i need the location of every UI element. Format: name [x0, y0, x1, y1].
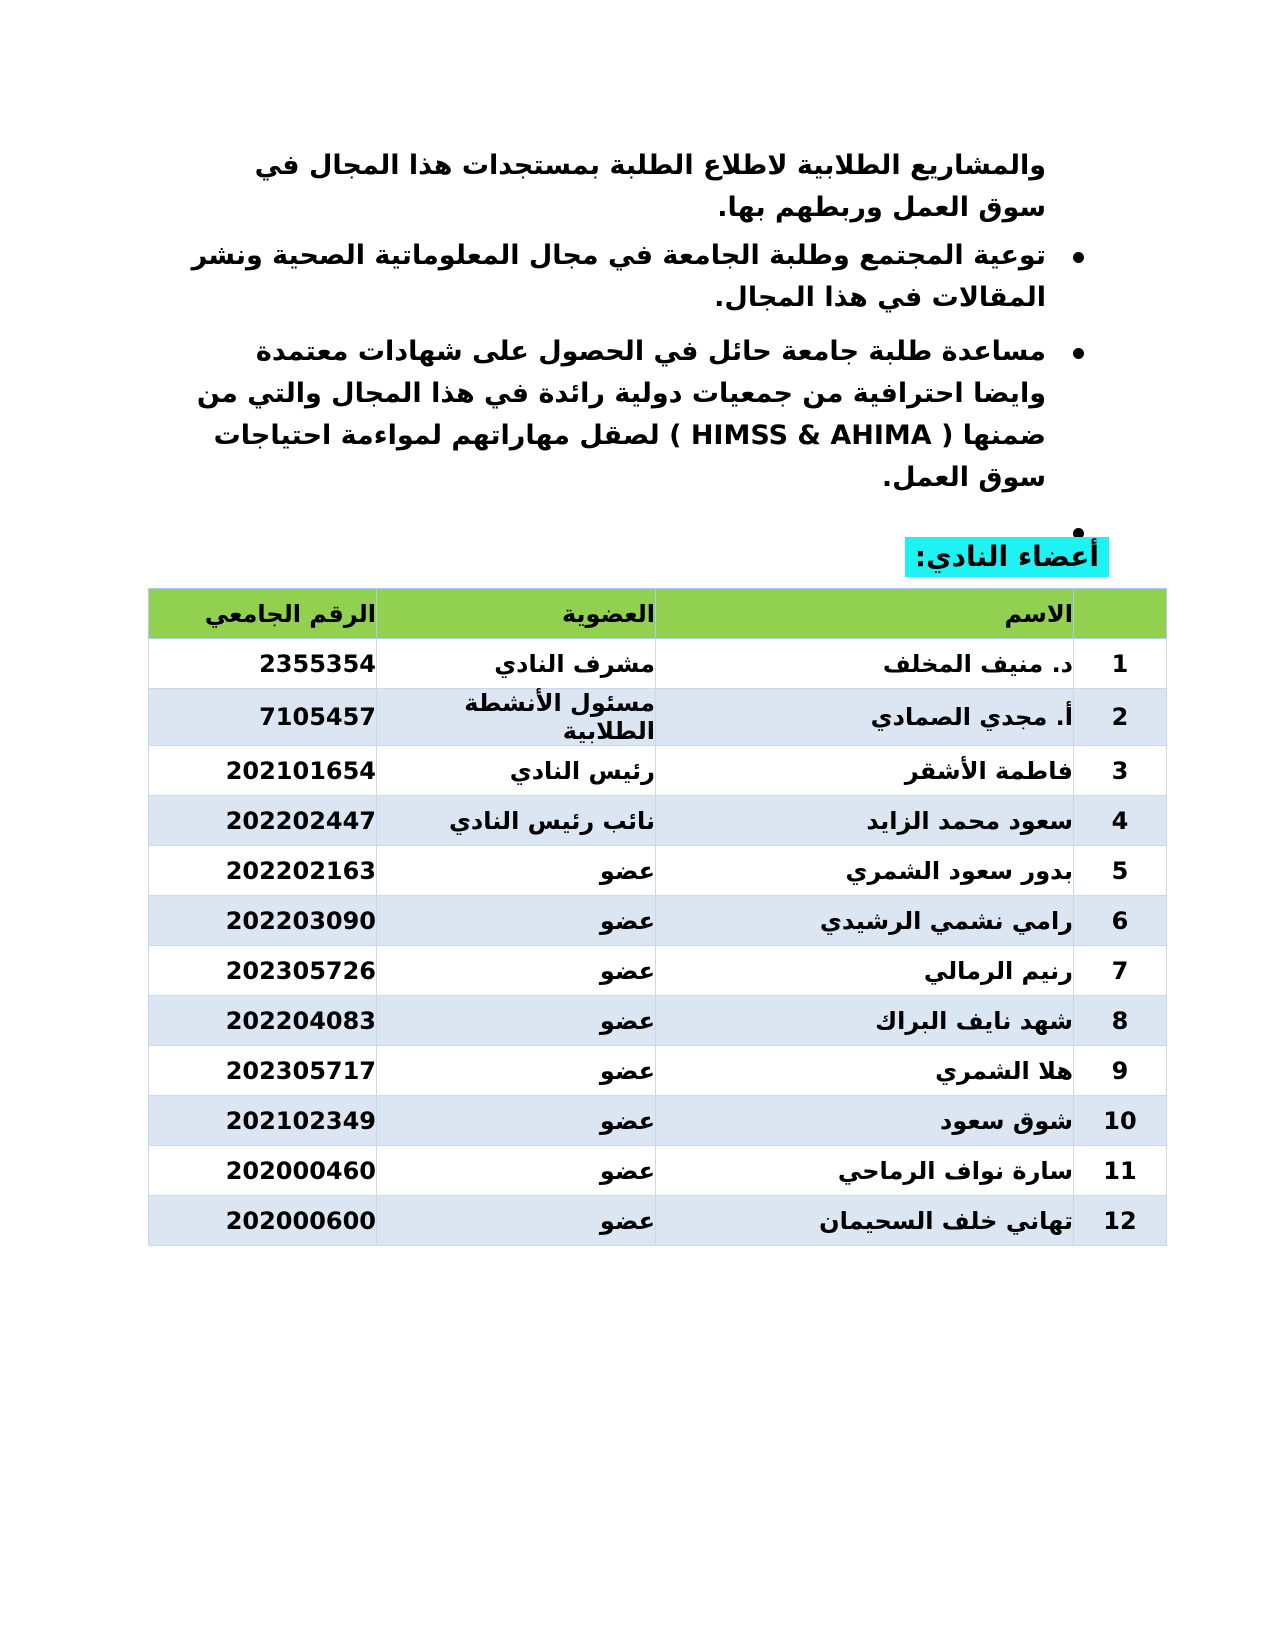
cell-index: 5 [1074, 846, 1167, 896]
cell-role: عضو [377, 1146, 656, 1196]
cell-id: 7105457 [149, 689, 377, 746]
bullet-dot-icon [1073, 252, 1084, 263]
cell-index: 7 [1074, 946, 1167, 996]
cell-name: أ. مجدي الصمادي [656, 689, 1074, 746]
table-header-row [149, 589, 1167, 639]
cell-name: سعود محمد الزايد [656, 796, 1074, 846]
cell-id: 202203090 [149, 896, 377, 946]
bullet-dot-icon [1073, 348, 1084, 359]
cell-index: 3 [1074, 746, 1167, 796]
cell-role: عضو [377, 1096, 656, 1146]
cell-role: رئيس النادي [377, 746, 656, 796]
cell-name: بدور سعود الشمري [656, 846, 1074, 896]
members-table [148, 588, 1167, 1246]
cell-id: 202101654 [149, 746, 377, 796]
header-name: الاسم [656, 589, 1074, 639]
table-row [149, 1046, 1167, 1096]
cell-id: 202202163 [149, 846, 377, 896]
cell-index: 9 [1074, 1046, 1167, 1096]
cell-id: 202305717 [149, 1046, 377, 1096]
cell-name: شوق سعود [656, 1096, 1074, 1146]
table-row [149, 1196, 1167, 1246]
table-row [149, 1146, 1167, 1196]
cell-role: عضو [377, 896, 656, 946]
cell-index: 6 [1074, 896, 1167, 946]
cell-role: عضو [377, 846, 656, 896]
table-row [149, 846, 1167, 896]
objective-text: مساعدة طلبة جامعة حائل في الحصول على شهادات معتمدة وايضا احترافية من جمعيات دولية رائدة في هذا المجال والتي من ضمنها ( HIMSS & AHIMA ) لصقل مهاراتهم لمواءمة احتياجات سوق العمل. [196, 336, 1046, 493]
table-row [149, 746, 1167, 796]
cell-role: مشرف النادي [377, 639, 656, 689]
table-row [149, 639, 1167, 689]
cell-name: شهد نايف البراك [656, 996, 1074, 1046]
table-row [149, 996, 1167, 1046]
header-role: العضوية [377, 589, 656, 639]
table-row [149, 896, 1167, 946]
cell-name: د. منيف المخلف [656, 639, 1074, 689]
table-row [149, 946, 1167, 996]
cell-role: عضو [377, 1196, 656, 1246]
objectives-list [191, 235, 1046, 565]
header-index [1074, 589, 1167, 639]
objective-text: توعية المجتمع وطلبة الجامعة في مجال المعلوماتية الصحية ونشر المقالات في هذا المجال. [191, 240, 1046, 313]
cell-id: 202305726 [149, 946, 377, 996]
cell-id: 202000460 [149, 1146, 377, 1196]
cell-role: مسئول الأنشطة الطلابية [377, 689, 656, 746]
cell-id: 202000600 [149, 1196, 377, 1246]
cell-index: 4 [1074, 796, 1167, 846]
objective-item [191, 331, 1046, 499]
cell-name: فاطمة الأشقر [656, 746, 1074, 796]
table-row [149, 796, 1167, 846]
cell-id: 2355354 [149, 639, 377, 689]
cell-role: نائب رئيس النادي [377, 796, 656, 846]
members-heading: أعضاء النادي: [905, 537, 1109, 577]
cell-id: 202204083 [149, 996, 377, 1046]
cell-index: 12 [1074, 1196, 1167, 1246]
cell-index: 11 [1074, 1146, 1167, 1196]
cell-role: عضو [377, 946, 656, 996]
table-row [149, 689, 1167, 746]
cell-index: 8 [1074, 996, 1167, 1046]
cell-name: تهاني خلف السحيمان [656, 1196, 1074, 1246]
table-row [149, 1096, 1167, 1146]
intro-continuation: والمشاريع الطلابية لاطلاع الطلبة بمستجدات هذا المجال في سوق العمل وربطهم بها. [254, 150, 1046, 223]
cell-id: 202202447 [149, 796, 377, 846]
objective-item [191, 235, 1046, 319]
cell-index: 1 [1074, 639, 1167, 689]
cell-role: عضو [377, 996, 656, 1046]
cell-role: عضو [377, 1046, 656, 1096]
cell-index: 2 [1074, 689, 1167, 746]
cell-name: رامي نشمي الرشيدي [656, 896, 1074, 946]
cell-name: سارة نواف الرماحي [656, 1146, 1074, 1196]
cell-name: رنيم الرمالي [656, 946, 1074, 996]
cell-name: هلا الشمري [656, 1046, 1074, 1096]
header-id: الرقم الجامعي [149, 589, 377, 639]
cell-id: 202102349 [149, 1096, 377, 1146]
cell-index: 10 [1074, 1096, 1167, 1146]
